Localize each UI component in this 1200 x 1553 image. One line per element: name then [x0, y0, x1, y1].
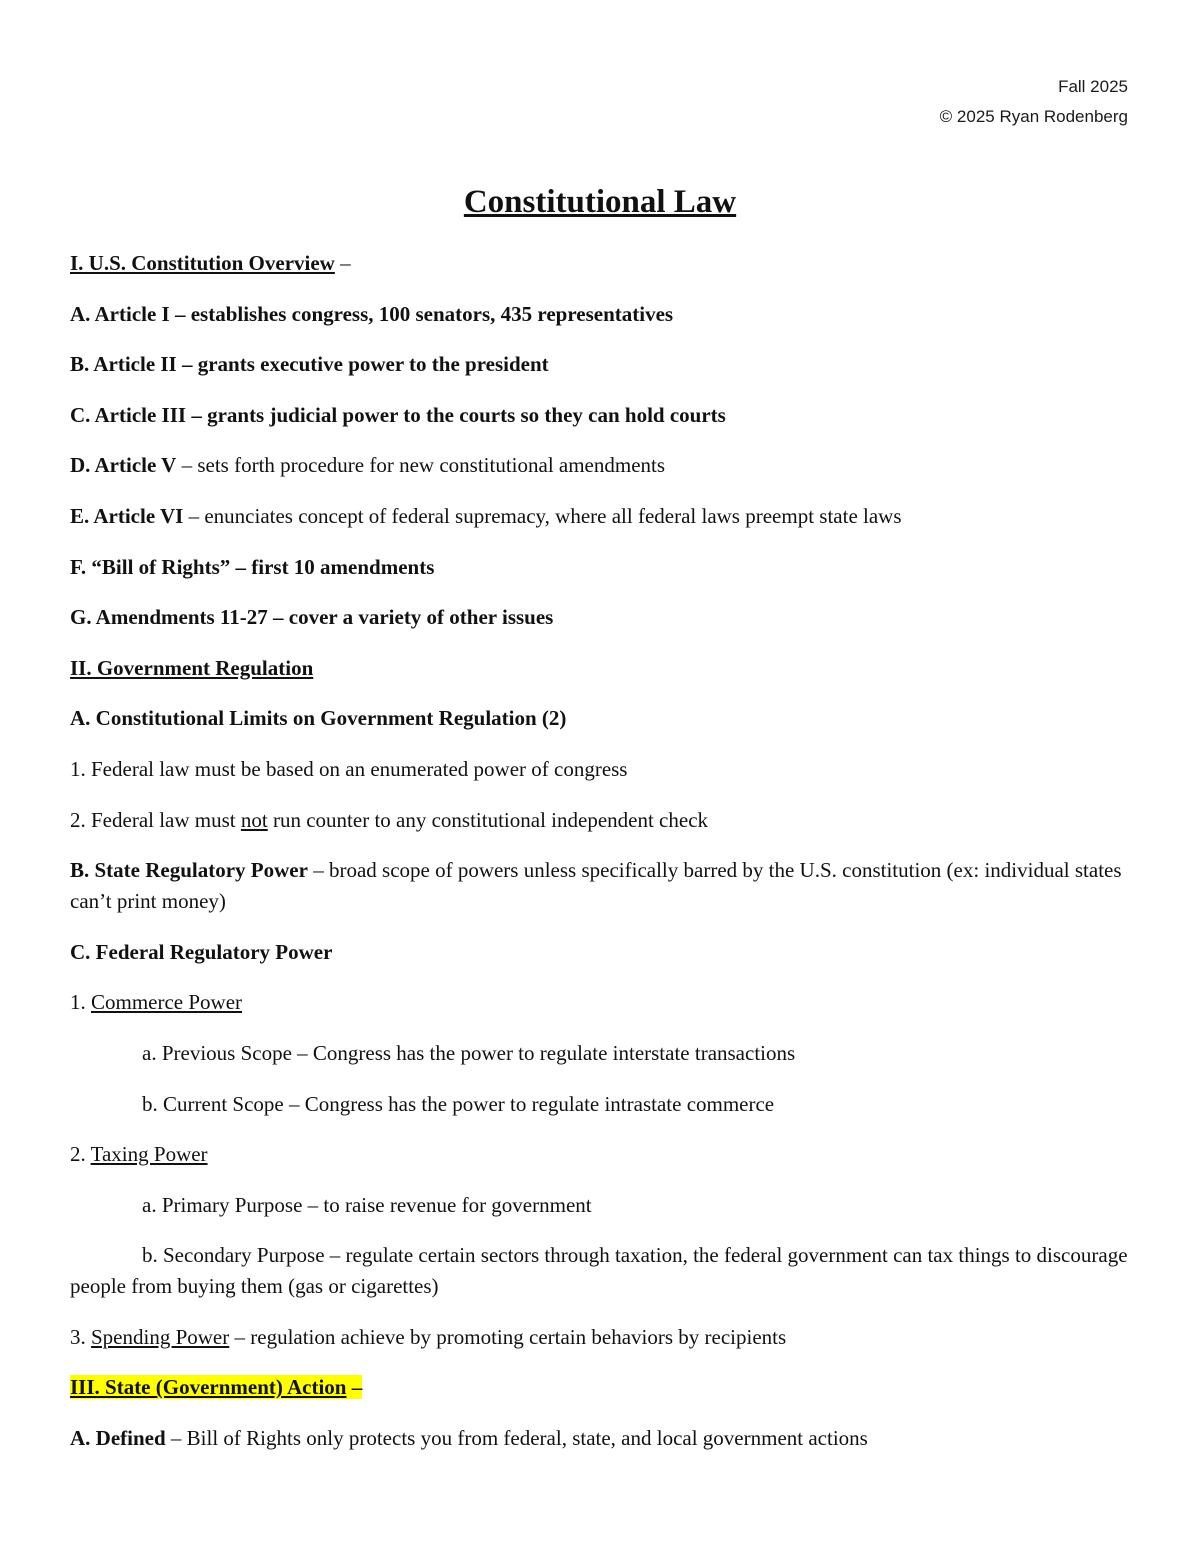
section-2-heading: II. Government Regulation: [70, 655, 314, 680]
taxing-power-item: 2. Taxing Power: [70, 1142, 208, 1167]
commerce-previous-scope: a. Previous Scope – Congress has the power to regulate interstate transactions: [142, 1040, 796, 1065]
taxing-primary-purpose: a. Primary Purpose – to raise revenue for government: [142, 1192, 592, 1217]
document-body: [70, 248, 1130, 1474]
bill-of-rights-item: F. “Bill of Rights” – first 10 amendments: [70, 554, 435, 579]
section-1-heading: I. U.S. Constitution Overview –: [70, 251, 351, 275]
article-5-item: D. Article V – sets forth procedure for new constitutional amendments: [70, 453, 666, 478]
constitutional-limits-heading: A. Constitutional Limits on Government Regulation (2): [70, 706, 567, 731]
taxing-secondary-purpose: b. Secondary Purpose – regulate certain sectors through taxation, the federal government can tax things to discourage people from buying them (gas or cigarettes): [70, 1243, 1128, 1299]
term-label: Fall 2025: [1058, 77, 1128, 96]
document-title: Constitutional Law: [463, 184, 737, 220]
state-action-defined-item: A. Defined – Bill of Rights only protects you from federal, state, and local government actions: [70, 1426, 868, 1451]
article-6-item: E. Article VI – enunciates concept of federal supremacy, where all federal laws preempt state laws: [70, 503, 902, 528]
commerce-current-scope: b. Current Scope – Congress has the power to regulate intrastate commerce: [142, 1091, 775, 1116]
section-3-heading: [70, 1372, 1130, 1403]
document-header: [940, 72, 1128, 132]
state-regulatory-power-item: B. State Regulatory Power – broad scope of powers unless specifically barred by the U.S. constitution (ex: individual states can’t print money): [70, 858, 1122, 914]
copyright-notice: © 2025 Ryan Rodenberg: [939, 107, 1128, 126]
spending-power-item: 3. Spending Power – regulation achieve by promoting certain behaviors by recipients: [70, 1324, 787, 1349]
article-2-item: B. Article II – grants executive power to the president: [70, 352, 549, 377]
article-1-item: A. Article I – establishes congress, 100 senators, 435 representatives: [70, 301, 674, 326]
commerce-power-item: 1. Commerce Power: [70, 990, 243, 1015]
highlighted-heading: III. State (Government) Action –: [70, 1375, 363, 1400]
limit-item-1: 1. Federal law must be based on an enumerated power of congress: [70, 756, 628, 781]
federal-regulatory-power-heading: C. Federal Regulatory Power: [70, 939, 333, 964]
limit-item-2: 2. Federal law must not run counter to any constitutional independent check: [70, 807, 709, 832]
amendments-item: G. Amendments 11-27 – cover a variety of other issues: [70, 605, 554, 630]
article-3-item: C. Article III – grants judicial power to the courts so they can hold courts: [70, 402, 726, 427]
